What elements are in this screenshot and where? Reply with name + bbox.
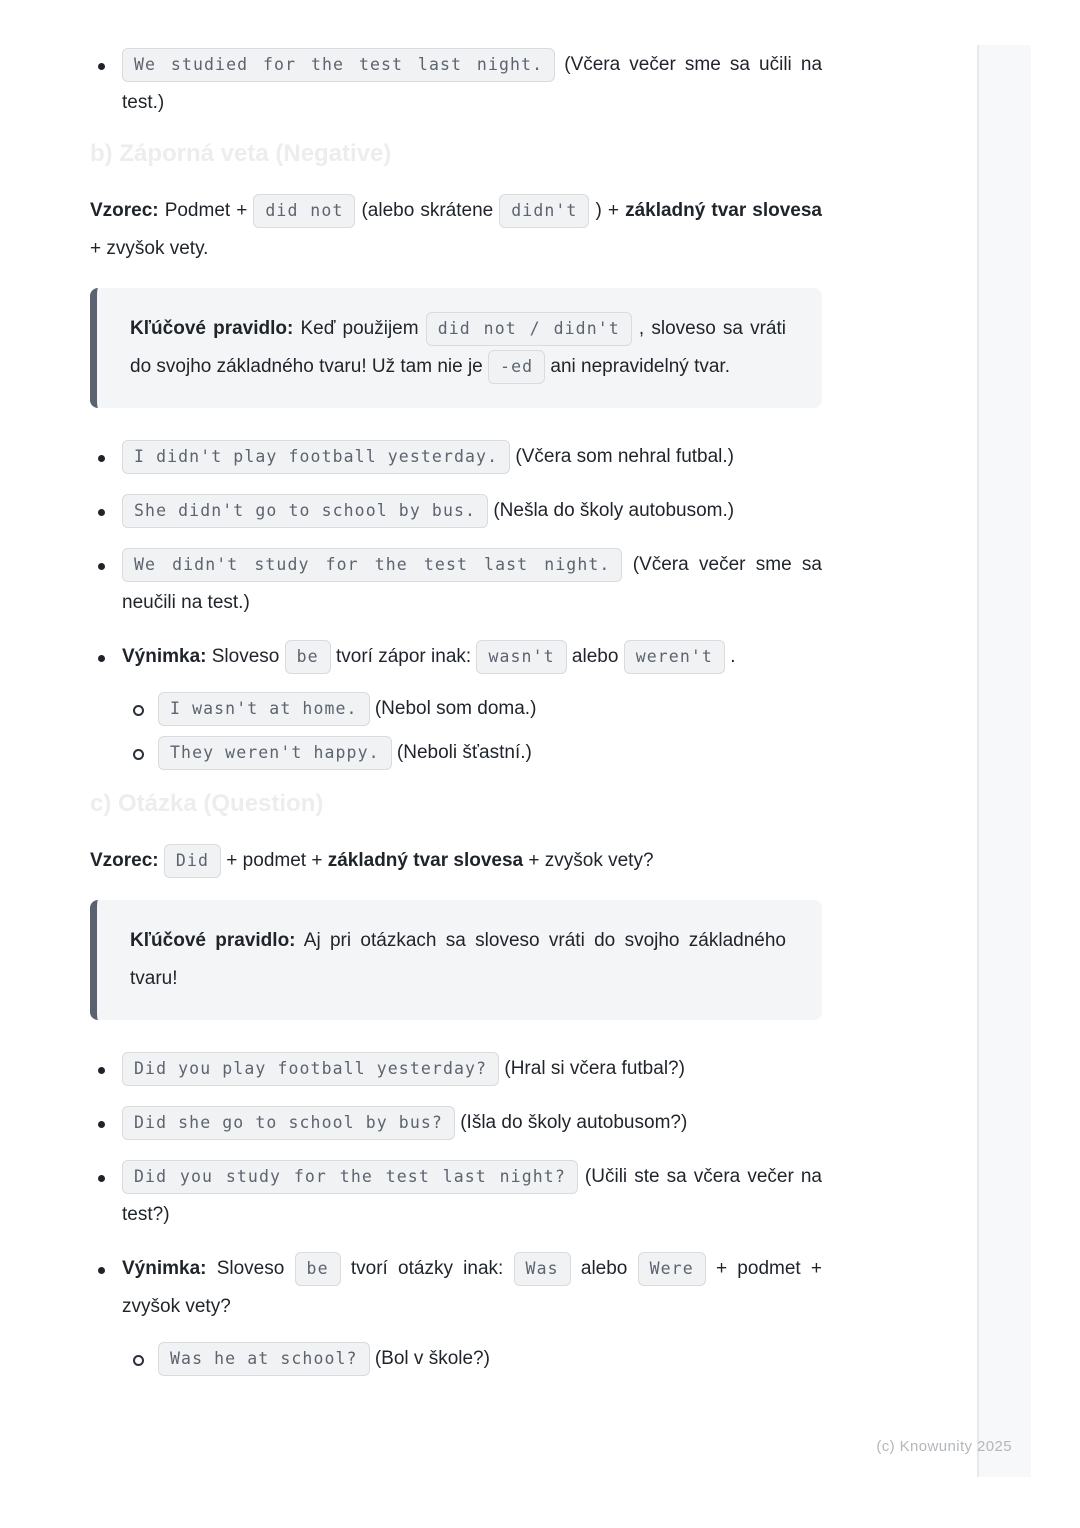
sub-list-item: They weren't happy. (Neboli šťastní.) xyxy=(158,734,822,772)
inline-code: Did you study for the test last night? xyxy=(122,1160,578,1194)
list-item: Výnimka: Sloveso be tvorí otázky inak: Was alebo Were + podmet + zvyšok vety? Was he at school? (Bol v škole?) xyxy=(122,1250,822,1378)
bold-text: Vzorec: xyxy=(90,850,159,871)
list-item: We didn't study for the test last night. (Včera večer sme sa neučili na test.) xyxy=(122,546,822,622)
list-item: She didn't go to school by bus. (Nešla do školy autobusom.) xyxy=(122,492,822,530)
inline-code: We studied for the test last night. xyxy=(122,48,555,82)
list-item: Výnimka: Sloveso be tvorí zápor inak: wasn't alebo weren't . I wasn't at home. (Nebol som doma.) They weren't happy. (Neboli šťastní.) xyxy=(122,638,822,772)
inline-code: Did she go to school by bus? xyxy=(122,1106,455,1140)
inline-code: I wasn't at home. xyxy=(158,692,370,726)
bold-text: Výnimka: xyxy=(122,646,207,667)
inline-code: They weren't happy. xyxy=(158,736,392,770)
paragraph: Vzorec: Did + podmet + základný tvar slovesa + zvyšok vety? xyxy=(90,842,822,880)
list-item: Did you play football yesterday? (Hral si včera futbal?) xyxy=(122,1050,822,1088)
list-item: We studied for the test last night. (Včera večer sme sa učili na test.) xyxy=(122,46,822,122)
section-heading: c) Otázka (Question) xyxy=(90,790,324,817)
inline-code: did not / didn't xyxy=(426,312,632,346)
bold-text: Kľúčové pravidlo: xyxy=(130,930,296,951)
inline-code: Was he at school? xyxy=(158,1342,370,1376)
sub-bullet-list xyxy=(122,690,822,772)
bullet-list xyxy=(90,46,822,122)
section-heading: b) Záporná veta (Negative) xyxy=(90,140,392,167)
inline-code: weren't xyxy=(624,640,725,674)
inline-code: Were xyxy=(638,1252,706,1286)
key-rule-callout xyxy=(90,900,822,1020)
inline-code: didn't xyxy=(499,194,589,228)
bold-text: Vzorec: xyxy=(90,200,159,221)
document-content xyxy=(90,46,822,1394)
page-edge-scrollbar[interactable] xyxy=(977,45,1031,1477)
sub-list-item: Was he at school? (Bol v škole?) xyxy=(158,1340,822,1378)
inline-code: did not xyxy=(253,194,355,228)
key-rule-callout xyxy=(90,288,822,408)
inline-code: be xyxy=(295,1252,341,1286)
list-item: Did she go to school by bus? (Išla do školy autobusom?) xyxy=(122,1104,822,1142)
inline-code: We didn't study for the test last night. xyxy=(122,548,622,582)
inline-code: Did xyxy=(164,844,221,878)
copyright-footer: (c) Knowunity 2025 xyxy=(876,1438,1012,1455)
inline-code: I didn't play football yesterday. xyxy=(122,440,510,474)
bullet-list xyxy=(90,438,822,772)
sub-list-item: I wasn't at home. (Nebol som doma.) xyxy=(158,690,822,728)
bold-text: Výnimka: xyxy=(122,1258,207,1279)
inline-code: -ed xyxy=(488,350,545,384)
callout-text: Kľúčové pravidlo: Aj pri otázkach sa sloveso vráti do svojho základného tvaru! xyxy=(130,930,786,989)
bold-text: Kľúčové pravidlo: xyxy=(130,318,294,339)
sub-bullet-list xyxy=(122,1340,822,1378)
callout-text: Kľúčové pravidlo: Keď použijem did not / didn't , sloveso sa vráti do svojho základného tvaru! Už tam nie je -ed ani nepravidelný tvar. xyxy=(130,310,786,386)
inline-code: Did you play football yesterday? xyxy=(122,1052,499,1086)
inline-code: Was xyxy=(514,1252,571,1286)
list-item: Did you study for the test last night? (Učili ste sa včera večer na test?) xyxy=(122,1158,822,1234)
paragraph: Vzorec: Podmet + did not (alebo skrátene didn't ) + základný tvar slovesa + zvyšok vety. xyxy=(90,192,822,268)
list-item: I didn't play football yesterday. (Včera som nehral futbal.) xyxy=(122,438,822,476)
bullet-list xyxy=(90,1050,822,1378)
bold-text: základný tvar slovesa xyxy=(625,200,823,221)
inline-code: be xyxy=(285,640,331,674)
inline-code: wasn't xyxy=(476,640,566,674)
inline-code: She didn't go to school by bus. xyxy=(122,494,488,528)
bold-text: základný tvar slovesa xyxy=(327,850,524,871)
